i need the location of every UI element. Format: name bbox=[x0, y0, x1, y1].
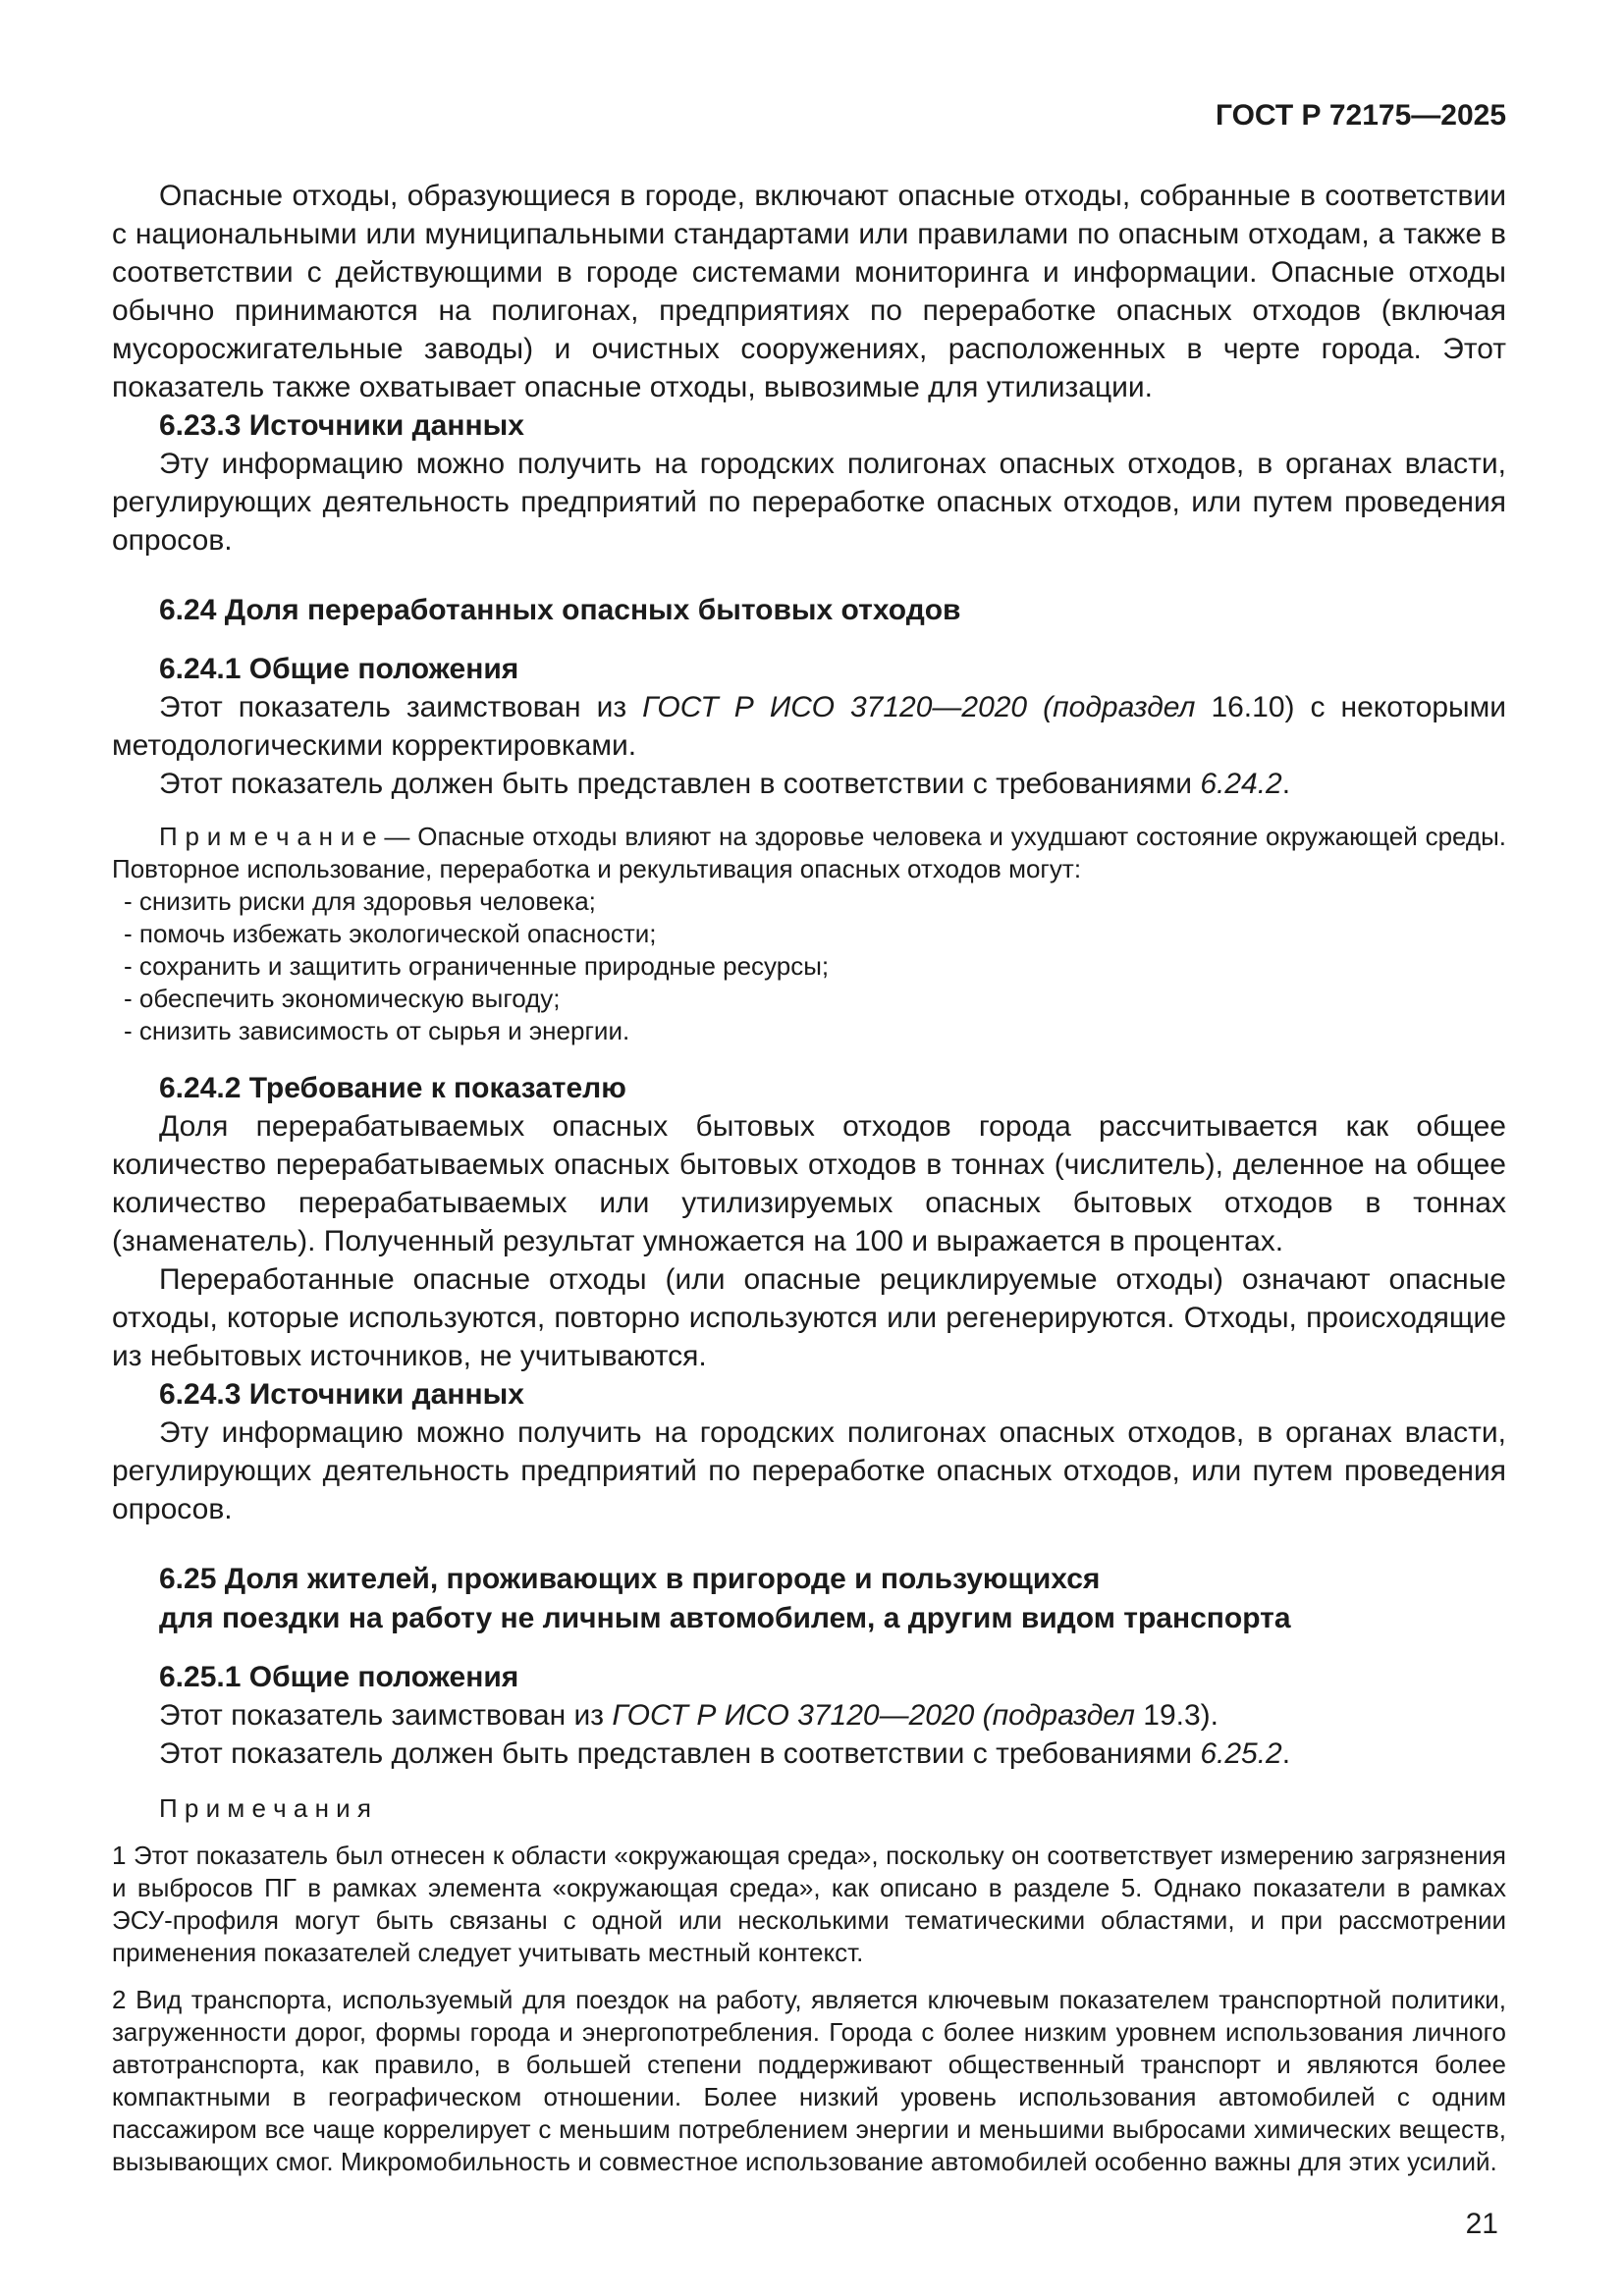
heading-6-25 bbox=[112, 1560, 1506, 1638]
doc-code-header: ГОСТ Р 72175—2025 bbox=[1215, 99, 1506, 132]
paragraph-6-25-borrowed bbox=[112, 1696, 1506, 1735]
paragraph-6-24-borrowed bbox=[112, 688, 1506, 765]
paragraph-6-25-requirement-ref bbox=[112, 1735, 1506, 1773]
note-6-25-1: 1 Этот показатель был отнесен к области «окружающая среда», поскольку он соответствует измерению загрязнения и выбросов ПГ в рамках элемента «окружающая среда», как описано в разделе 5. Однако показатели в рамках ЭСУ-профиля могут быть связаны с одной или несколькими тематическими областями, и при рассмотрении применения показателей следует учитывать местный контекст. bbox=[112, 1841, 1506, 1967]
heading-6-24-3: 6.24.3 Источники данных bbox=[159, 1378, 524, 1411]
heading-6-24-1: 6.24.1 Общие положения bbox=[159, 653, 519, 685]
note-label: П р и м е ч а н и е bbox=[159, 822, 377, 851]
text-segment: . bbox=[1281, 768, 1291, 800]
paragraph-6-24-requirement-ref bbox=[112, 765, 1506, 803]
heading-line-2: для поездки на работу не личным автомобилем, а другим видом транспорта bbox=[159, 1602, 1291, 1634]
paragraph-6-24-2-definition: Переработанные опасные отходы (или опасные рециклируемые отходы) означают опасные отходы, которые используются, повторно используются или регенерируются. Отходы, происходящие из небытовых источников, не учитываются. bbox=[112, 1263, 1506, 1372]
text-segment: Этот показатель заимствован из bbox=[159, 1699, 613, 1732]
paragraph-6-23-3-sources: Эту информацию можно получить на городских полигонах опасных отходов, в органах власти, регулирующих деятельность предприятий по переработке опасных отходов, или путем проведения опросов. bbox=[112, 448, 1506, 557]
heading-6-23-3: 6.23.3 Источники данных bbox=[159, 409, 524, 442]
page-number: 21 bbox=[1465, 2208, 1498, 2240]
note-6-24 bbox=[112, 821, 1506, 885]
list-item: - сохранить и защитить ограниченные природные ресурсы; bbox=[124, 951, 830, 981]
page-content bbox=[112, 177, 1506, 2178]
heading-line-1: 6.25 Доля жителей, проживающих в пригороде и пользующихся bbox=[159, 1563, 1101, 1595]
clause-reference: 6.24.2 bbox=[1200, 768, 1282, 800]
heading-6-24: 6.24 Доля переработанных опасных бытовых отходов bbox=[159, 594, 961, 626]
text-segment: 16.10) с некоторыми методологическими корректировками. bbox=[112, 691, 1507, 762]
text-segment: . bbox=[1281, 1737, 1291, 1770]
text-segment: Этот показатель заимствован из bbox=[159, 691, 643, 723]
list-item: - обеспечить экономическую выгоду; bbox=[124, 984, 561, 1013]
standard-reference: ГОСТ Р ИСО 37120—2020 (подраздел bbox=[612, 1699, 1135, 1732]
list-item: - помочь избежать экологической опасности; bbox=[124, 919, 657, 948]
text-segment: 19.3). bbox=[1134, 1699, 1218, 1732]
clause-reference: 6.25.2 bbox=[1200, 1737, 1282, 1770]
note-6-25-2: 2 Вид транспорта, используемый для поездок на работу, является ключевым показателем транспортной политики, загруженности дорог, формы города и энергопотребления. Города с более низким уровнем использования личного автотранспорта, как правило, в большей степени поддерживают общественный транспорт и являются более компактными в географическом отношении. Более низкий уровень использования автомобилей с одним пассажиром все чаще коррелирует с меньшим потреблением энергии и меньшими выбросами химических веществ, вызывающих смог. Микромобильность и совместное использование автомобилей особенно важны для этих усилий. bbox=[112, 1985, 1506, 2176]
list-item: - снизить риски для здоровья человека; bbox=[124, 886, 596, 916]
text-segment: Этот показатель должен быть представлен в соответствии с требованиями bbox=[159, 768, 1201, 800]
note-list-6-24 bbox=[112, 885, 1506, 1047]
standard-reference: ГОСТ Р ИСО 37120—2020 (подраздел bbox=[642, 691, 1196, 723]
notes-label-6-25: П р и м е ч а н и я bbox=[159, 1793, 371, 1823]
paragraph-hazardous-waste-intro: Опасные отходы, образующиеся в городе, включают опасные отходы, собранные в соответствии с национальными или муниципальными стандартами или правилами по опасным отходам, а также в соответствии с действующими в городе системами мониторинга и информации. Опасные отходы обычно принимаются на полигонах, предприятиях по переработке опасных отходов (включая мусоросжигательные заводы) и очистных сооружениях, расположенных в черте города. Этот показатель также охватывает опасные отходы, вывозимые для утилизации. bbox=[112, 180, 1506, 403]
paragraph-6-24-2-calc: Доля перерабатываемых опасных бытовых отходов города рассчитывается как общее количество перерабатываемых опасных бытовых отходов в тоннах (числитель), деленное на общее количество перерабатываемых или утилизируемых опасных бытовых отходов в тоннах (знаменатель). Полученный результат умножается на 100 и выражается в процентах. bbox=[112, 1110, 1506, 1257]
text-segment: Этот показатель должен быть представлен в соответствии с требованиями bbox=[159, 1737, 1201, 1770]
heading-6-25-1: 6.25.1 Общие положения bbox=[159, 1661, 519, 1693]
list-item: - снизить зависимость от сырья и энергии. bbox=[124, 1016, 630, 1045]
paragraph-6-24-3-sources: Эту информацию можно получить на городских полигонах опасных отходов, в органах власти, регулирующих деятельность предприятий по переработке опасных отходов, или путем проведения опросов. bbox=[112, 1416, 1506, 1525]
note-text: — Опасные отходы влияют на здоровье человека и ухудшают состояние окружающей среды. Повторное использование, переработка и рекультивация опасных отходов могут: bbox=[112, 822, 1506, 883]
heading-6-24-2: 6.24.2 Требование к показателю bbox=[159, 1072, 626, 1104]
